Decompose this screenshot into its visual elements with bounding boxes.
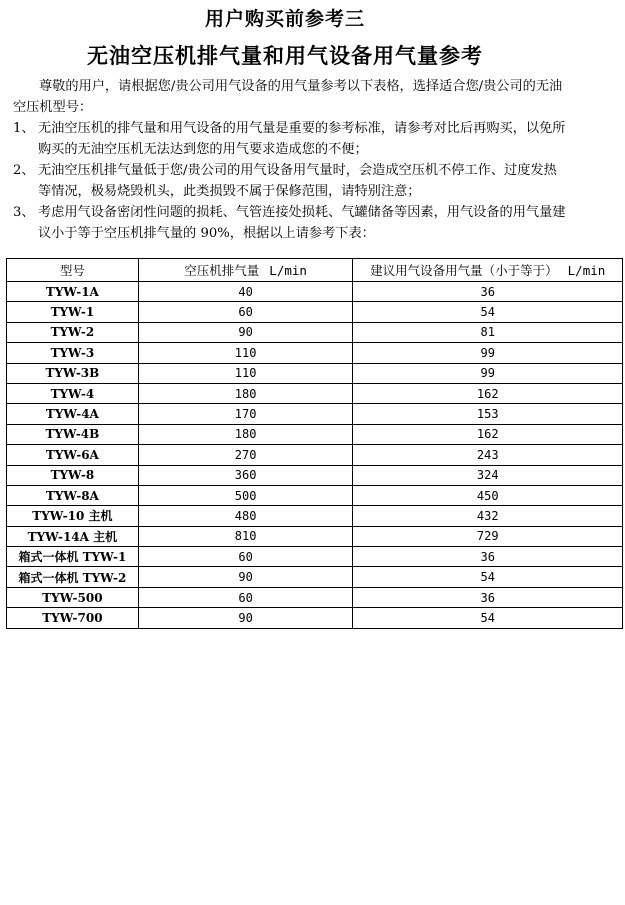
- cell-displacement: 60: [138, 547, 353, 567]
- cell-model: TYW-500: [7, 587, 139, 607]
- cell-model: TYW-6A: [7, 445, 139, 465]
- header-displacement-unit: L/min: [269, 263, 307, 278]
- cell-usage: 450: [353, 485, 623, 505]
- cell-usage: 36: [353, 587, 623, 607]
- cell-model: TYW-4A: [7, 404, 139, 424]
- cell-displacement: 110: [138, 363, 353, 383]
- cell-usage: 729: [353, 526, 623, 546]
- header-usage: [353, 259, 623, 282]
- table-row: [7, 363, 623, 383]
- header-model: [7, 259, 139, 282]
- table-row: [7, 506, 623, 526]
- cell-displacement: 180: [138, 424, 353, 444]
- cell-displacement: 90: [138, 567, 353, 587]
- cell-usage: 36: [353, 547, 623, 567]
- header-usage-label: 建议用气设备用气量（小于等于）: [370, 263, 558, 278]
- cell-displacement: 40: [138, 282, 353, 302]
- table-row: [7, 322, 623, 342]
- table-row: [7, 282, 623, 302]
- note-text: 无油空压机排气量低于您/贵公司的用气设备用气量时，会造成空压机不停工作、过度发热等情况，极易烧毁机头，此类损毁不属于保修范围，请特别注意；: [38, 163, 557, 199]
- cell-displacement: 110: [138, 343, 353, 363]
- header-usage-unit: L/min: [567, 263, 606, 278]
- table-row: [7, 526, 623, 546]
- cell-usage: 36: [353, 282, 623, 302]
- table-row: [7, 547, 623, 567]
- cell-usage: 162: [353, 383, 623, 403]
- cell-usage: 99: [353, 343, 623, 363]
- cell-displacement: 60: [138, 587, 353, 607]
- table-header-row: [7, 259, 623, 282]
- cell-usage: 54: [353, 302, 623, 322]
- cell-displacement: 480: [138, 506, 353, 526]
- header-displacement-label: 空压机排气量: [184, 263, 260, 278]
- table-row: [7, 485, 623, 505]
- cell-model: TYW-10 主机: [7, 506, 139, 526]
- reference-table: [6, 258, 623, 629]
- table-row: [7, 343, 623, 363]
- page-title: 用户购买前参考三: [204, 8, 365, 30]
- table-row: [7, 302, 623, 322]
- cell-displacement: 90: [138, 608, 353, 628]
- note-item-1: [13, 118, 568, 160]
- note-text: 考虑用气设备密闭性问题的损耗、气管连接处损耗、气罐储备等因素，用气设备的用气量建议小于等于空压机排气量的 90%，根据以上请参考下表：: [38, 205, 566, 241]
- page-subtitle: 无油空压机排气量和用气设备用气量参考: [87, 43, 483, 68]
- cell-model: TYW-4B: [7, 424, 139, 444]
- note-item-3: [13, 202, 568, 244]
- table-row: [7, 445, 623, 465]
- table-row: [7, 424, 623, 444]
- table-row: [7, 465, 623, 485]
- cell-displacement: 180: [138, 383, 353, 403]
- cell-displacement: 170: [138, 404, 353, 424]
- cell-model: TYW-4: [7, 383, 139, 403]
- cell-model: TYW-2: [7, 322, 139, 342]
- note-number: 2、: [13, 163, 35, 178]
- cell-displacement: 270: [138, 445, 353, 465]
- note-text: 无油空压机的排气量和用气设备的用气量是重要的参考标准，请参考对比后再购买，以免所购买的无油空压机无法达到您的用气要求造成您的不便；: [38, 121, 566, 157]
- cell-usage: 153: [353, 404, 623, 424]
- cell-model: TYW-8: [7, 465, 139, 485]
- cell-model: 箱式一体机 TYW-1: [7, 547, 139, 567]
- note-item-2: [13, 160, 568, 202]
- cell-model: 箱式一体机 TYW-2: [7, 567, 139, 587]
- cell-usage: 81: [353, 322, 623, 342]
- note-number: 3、: [13, 205, 35, 220]
- cell-displacement: 500: [138, 485, 353, 505]
- cell-model: TYW-1A: [7, 282, 139, 302]
- table-body: [7, 282, 623, 629]
- note-number: 1、: [13, 121, 35, 136]
- header-displacement: [138, 259, 353, 282]
- cell-usage: 324: [353, 465, 623, 485]
- cell-displacement: 90: [138, 322, 353, 342]
- cell-model: TYW-3B: [7, 363, 139, 383]
- cell-model: TYW-14A 主机: [7, 526, 139, 546]
- cell-usage: 243: [353, 445, 623, 465]
- table-row: [7, 587, 623, 607]
- cell-usage: 99: [353, 363, 623, 383]
- cell-displacement: 810: [138, 526, 353, 546]
- cell-model: TYW-1: [7, 302, 139, 322]
- cell-model: TYW-8A: [7, 485, 139, 505]
- table-row: [7, 608, 623, 628]
- cell-usage: 162: [353, 424, 623, 444]
- header-model-label: 型号: [59, 263, 85, 278]
- cell-displacement: 60: [138, 302, 353, 322]
- table-row: [7, 383, 623, 403]
- table-row: [7, 404, 623, 424]
- cell-usage: 432: [353, 506, 623, 526]
- intro-paragraph: 尊敬的用户，请根据您/贵公司用气设备的用气量参考以下表格，选择适合您/贵公司的无油空压机型号：: [13, 79, 563, 115]
- cell-usage: 54: [353, 567, 623, 587]
- cell-usage: 54: [353, 608, 623, 628]
- cell-displacement: 360: [138, 465, 353, 485]
- cell-model: TYW-3: [7, 343, 139, 363]
- cell-model: TYW-700: [7, 608, 139, 628]
- table-row: [7, 567, 623, 587]
